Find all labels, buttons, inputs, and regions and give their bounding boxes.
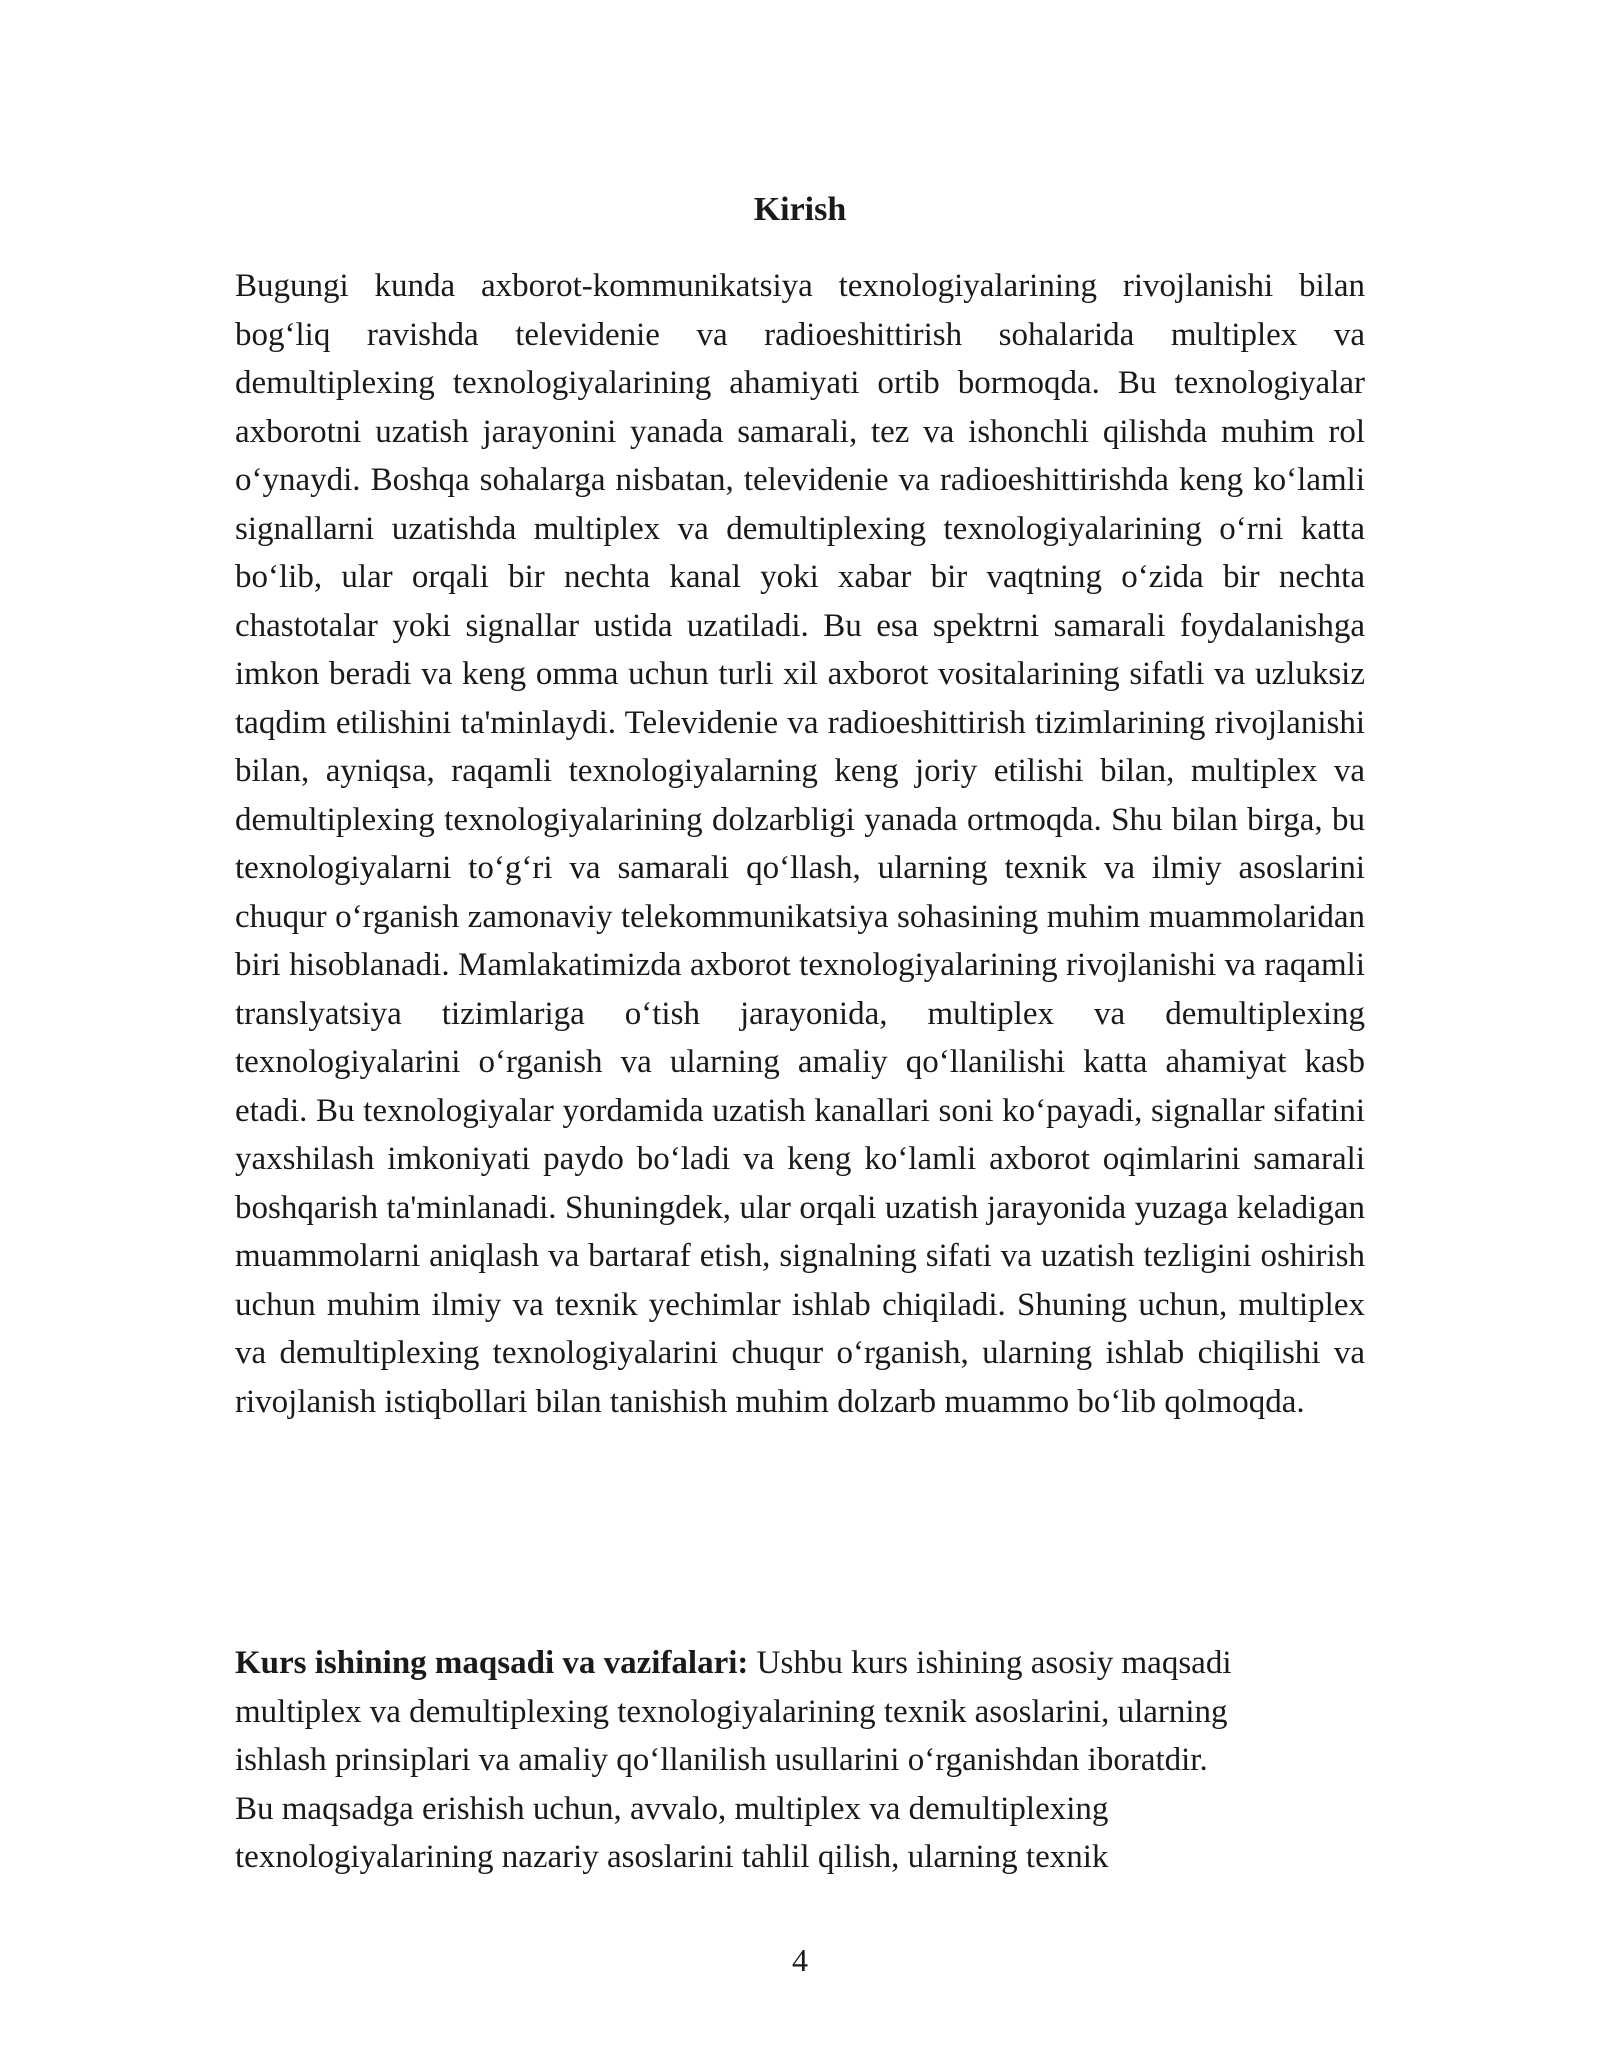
goals-line-1: Ushbu kurs ishining asosiy maqsadi bbox=[748, 1645, 1232, 1681]
page-title: Kirish bbox=[753, 191, 847, 228]
goals-paragraph bbox=[235, 1639, 1365, 1882]
goals-heading: Kurs ishining maqsadi va vazifalari: bbox=[235, 1645, 749, 1681]
intro-paragraph: Bugungi kunda axborot-kommunikatsiya texnologiyalarining rivojlanishi bilan bog‘liq ravishda televidenie va radioeshittirish sohalarida multiplex va demultiplexing texnologiyalarining ahamiyati ortib bormoqda. Bu texnologiyalar axborotni uzatish jarayonini yanada samarali, tez va ishonchli qilishda muhim rol o‘ynaydi. Boshqa sohalarga nisbatan, televidenie va radioeshittirishda keng ko‘lamli signallarni uzatishda multiplex va demultiplexing texnologiyalarining o‘rni katta bo‘lib, ular orqali bir nechta kanal yoki xabar bir vaqtning o‘zida bir nechta chastotalar yoki signallar ustida uzatiladi. Bu esa spektrni samarali foydalanishga imkon beradi va keng omma uchun turli xil axborot vositalarining sifatli va uzluksiz taqdim etilishini ta'minlaydi. Televidenie va radioeshittirish tizimlarining rivojlanishi bilan, ayniqsa, raqamli texnologiyalarning keng joriy etilishi bilan, multiplex va demultiplexing texnologiyalarining dolzarbligi yanada ortmoqda. Shu bilan birga, bu texnologiyalarni to‘g‘ri va samarali qo‘llash, ularning texnik va ilmiy asoslarini chuqur o‘rganish zamonaviy telekommunikatsiya sohasining muhim muammolaridan biri hisoblanadi. Mamlakatimizda axborot texnologiyalarining rivojlanishi va raqamli translyatsiya tizimlariga o‘tish jarayonida, multiplex va demultiplexing texnologiyalarini o‘rganish va ularning amaliy qo‘llanilishi katta ahamiyat kasb etadi. Bu texnologiyalar yordamida uzatish kanallari soni ko‘payadi, signallar sifatini yaxshilash imkoniyati paydo bo‘ladi va keng ko‘lamli axborot oqimlarini samarali boshqarish ta'minlanadi. Shuningdek, ular orqali uzatish jarayonida yuzaga keladigan muammolarni aniqlash va bartaraf etish, signalning sifati va uzatish tezligini oshirish uchun muhim ilmiy va texnik yechimlar ishlab chiqiladi. Shuning uchun, multiplex va demultiplexing texnologiyalarini chuqur o‘rganish, ularning ishlab chiqilishi va rivojlanish istiqbollari bilan tanishish muhim dolzarb muammo bo‘lib qolmoqda. bbox=[235, 268, 1365, 1420]
page-number: 4 bbox=[792, 1942, 808, 1978]
goals-line-3: ishlash prinsiplari va amaliy qo‘llanilish usullarini o‘rganishdan iboratdir. bbox=[235, 1742, 1208, 1778]
goals-line-5: texnologiyalarining nazariy asoslarini tahlil qilish, ularning texnik bbox=[235, 1839, 1109, 1875]
goals-line-2: multiplex va demultiplexing texnologiyalarining texnik asoslarini, ularning bbox=[235, 1693, 1228, 1730]
goals-line-4: Bu maqsadga erishish uchun, avvalo, multiplex va demultiplexing bbox=[235, 1790, 1109, 1827]
